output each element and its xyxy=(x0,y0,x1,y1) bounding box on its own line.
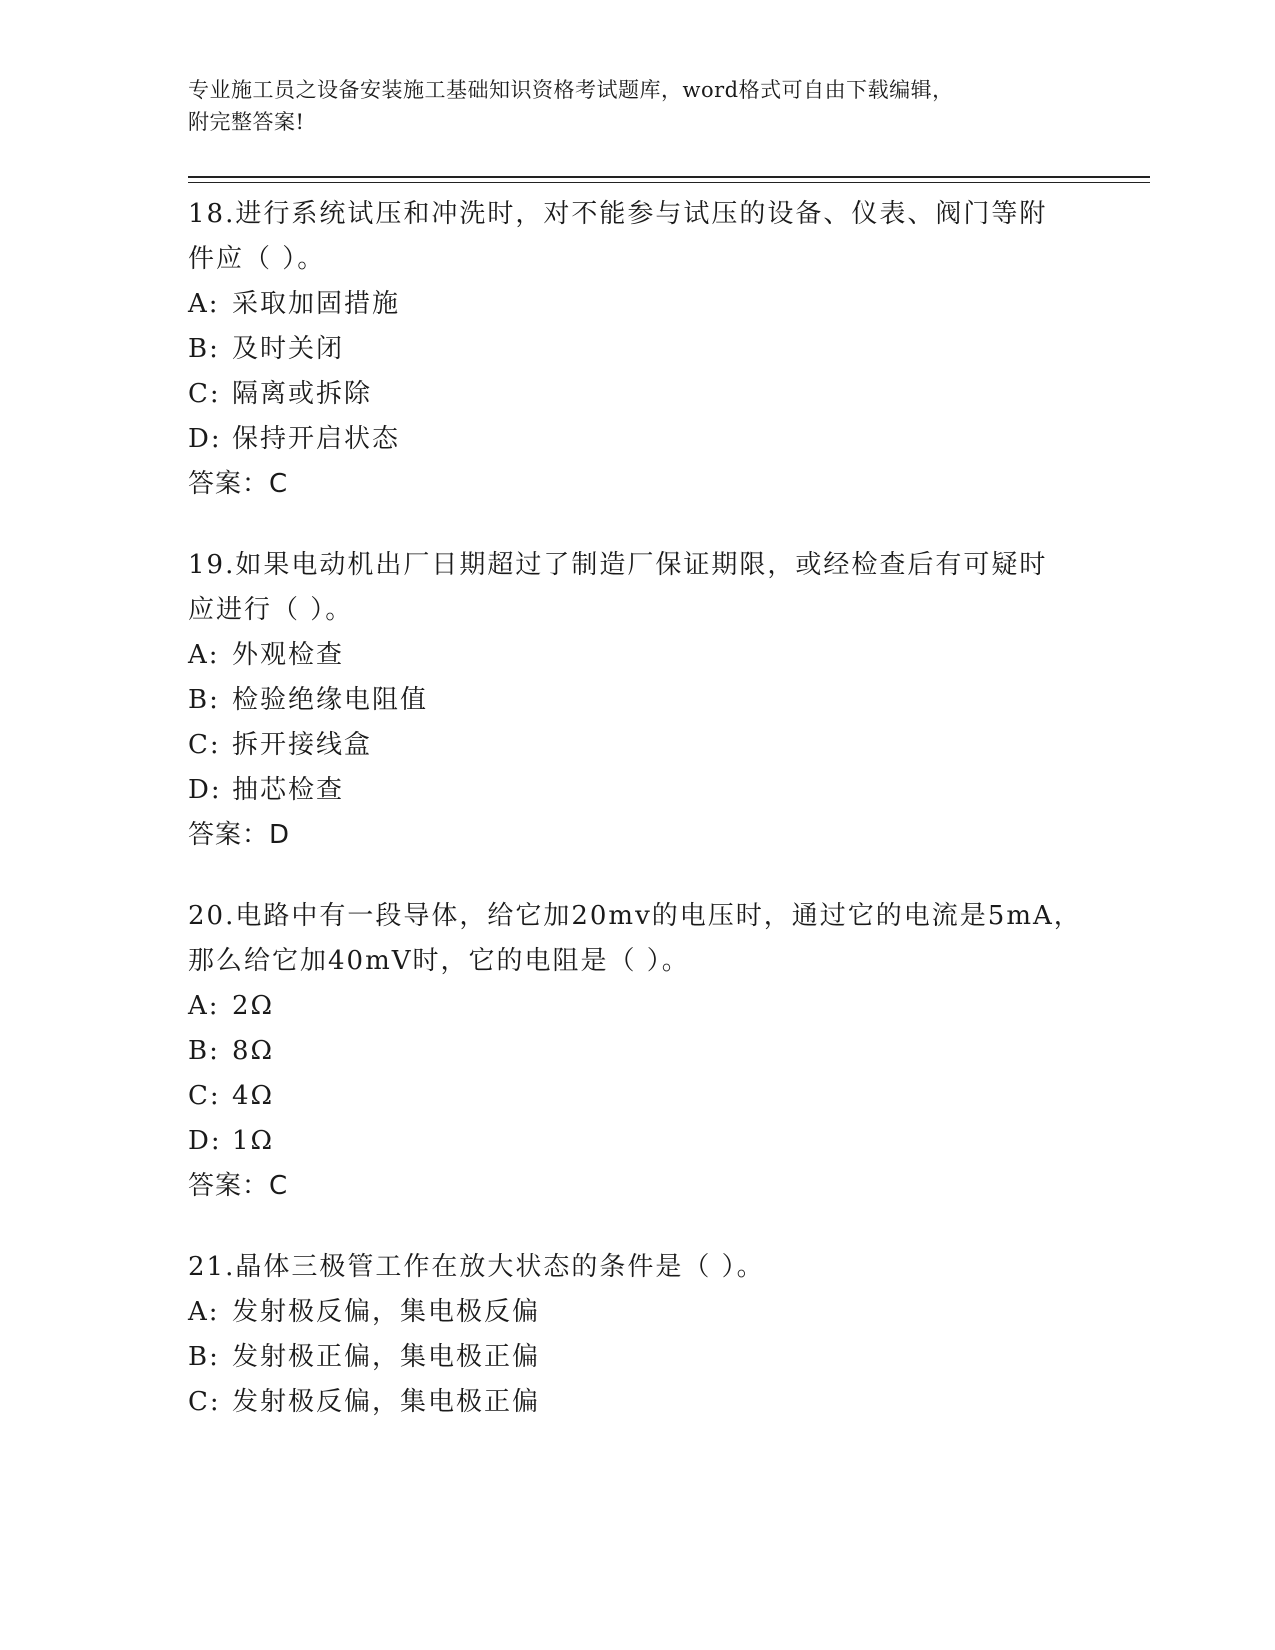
option-label: C: xyxy=(188,1387,221,1417)
question-stem-continued: 件应（ ）。 xyxy=(188,244,326,274)
option-c xyxy=(188,1074,1088,1119)
option-text: 1Ω xyxy=(232,1126,275,1156)
option-text: 8Ω xyxy=(232,1036,275,1066)
option-b xyxy=(188,327,1088,372)
option-text: 检验绝缘电阻值 xyxy=(232,685,429,715)
header-divider-thick xyxy=(188,176,1150,178)
option-label: A: xyxy=(188,1297,220,1327)
option-label: C: xyxy=(188,379,221,409)
option-d xyxy=(188,417,1088,462)
option-label: A: xyxy=(188,289,220,319)
option-label: B: xyxy=(188,1342,220,1372)
option-b xyxy=(188,1335,1088,1380)
option-c xyxy=(188,1380,1088,1425)
option-text: 隔离或拆除 xyxy=(232,379,373,409)
question-stem-continued: 应进行（ ）。 xyxy=(188,595,354,625)
question-stem: 20.电路中有一段导体，给它加20mv的电压时，通过它的电流是5mA， xyxy=(188,901,1082,931)
option-text: 保持开启状态 xyxy=(232,424,401,454)
option-text: 采取加固措施 xyxy=(232,289,401,319)
question-stem: 21.晶体三极管工作在放大状态的条件是（ ）。 xyxy=(188,1252,765,1282)
option-c xyxy=(188,372,1088,417)
question-stem: 19.如果电动机出厂日期超过了制造厂保证期限，或经检查后有可疑时 xyxy=(188,550,1048,580)
option-text: 发射极正偏，集电极正偏 xyxy=(232,1342,541,1372)
option-text: 外观检查 xyxy=(232,640,345,670)
option-text: 发射极反偏，集电极正偏 xyxy=(232,1387,541,1417)
option-d xyxy=(188,1119,1088,1164)
option-text: 发射极反偏，集电极反偏 xyxy=(232,1297,541,1327)
header-line-1: 专业施工员之设备安装施工基础知识资格考试题库，word格式可自由下载编辑， xyxy=(188,78,954,102)
option-label: C: xyxy=(188,730,221,760)
option-c xyxy=(188,723,1088,768)
option-text: 抽芯检查 xyxy=(232,775,345,805)
question-stem-continued: 那么给它加40mV时，它的电阻是（ ）。 xyxy=(188,946,690,976)
option-a xyxy=(188,282,1088,327)
question-18 xyxy=(188,192,1088,507)
option-a xyxy=(188,633,1088,678)
option-text: 拆开接线盒 xyxy=(232,730,373,760)
option-label: B: xyxy=(188,1036,220,1066)
option-label: D: xyxy=(188,424,222,454)
answer: 答案：D xyxy=(188,820,291,850)
question-list xyxy=(188,192,1088,1461)
answer: 答案：C xyxy=(188,1171,289,1201)
option-label: C: xyxy=(188,1081,221,1111)
option-text: 4Ω xyxy=(232,1081,275,1111)
option-text: 及时关闭 xyxy=(232,334,345,364)
question-stem: 18.进行系统试压和冲洗时，对不能参与试压的设备、仪表、阀门等附 xyxy=(188,199,1048,229)
option-b xyxy=(188,678,1088,723)
question-20 xyxy=(188,894,1088,1209)
header-line-2: 附完整答案! xyxy=(188,110,305,134)
option-label: D: xyxy=(188,1126,222,1156)
answer: 答案：C xyxy=(188,469,289,499)
option-label: A: xyxy=(188,991,220,1021)
option-text: 2Ω xyxy=(232,991,275,1021)
option-label: D: xyxy=(188,775,222,805)
question-19 xyxy=(188,543,1088,858)
option-d xyxy=(188,768,1088,813)
option-a xyxy=(188,984,1088,1029)
option-a xyxy=(188,1290,1088,1335)
option-label: B: xyxy=(188,685,220,715)
option-label: A: xyxy=(188,640,220,670)
option-label: B: xyxy=(188,334,220,364)
document-header xyxy=(188,74,1088,138)
header-divider-thin xyxy=(188,182,1150,183)
question-21 xyxy=(188,1245,1088,1425)
option-b xyxy=(188,1029,1088,1074)
